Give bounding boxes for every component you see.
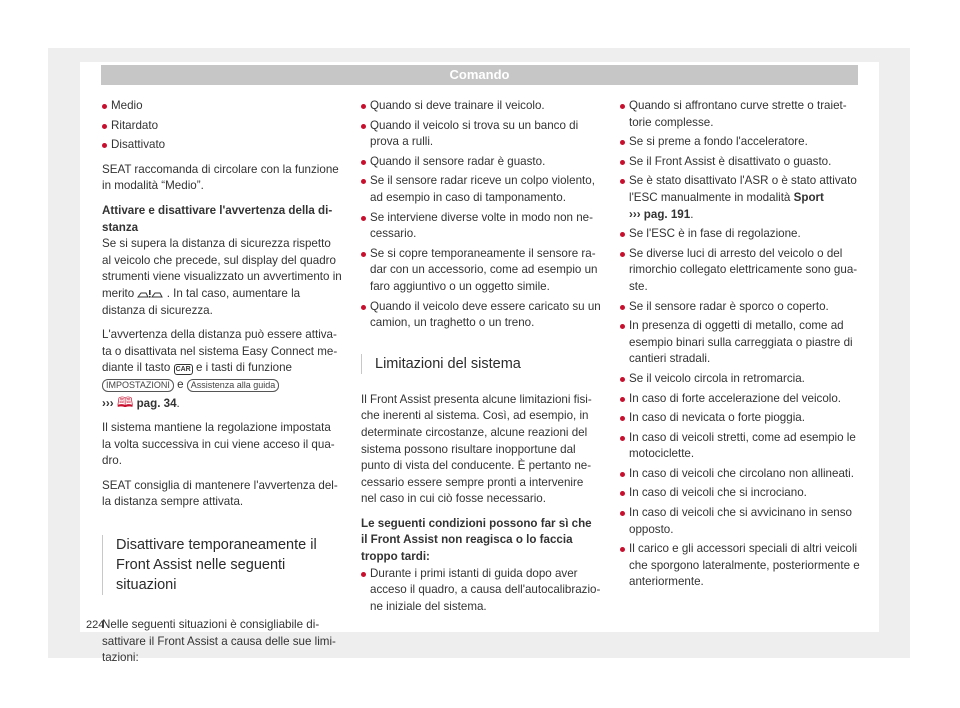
list-item: Se l'ESC è in fase di regolazione. xyxy=(620,226,860,243)
subheading-conditions: Le seguenti condizioni possono far sì che il Front Assist non reagisca o lo faccia troppo tardi: xyxy=(361,516,592,564)
text: . xyxy=(176,396,180,410)
text: e i tasti di funzione xyxy=(195,361,292,375)
list-item: Se il veicolo circola in retromarcia. xyxy=(620,371,860,388)
list-item: Se il sensore radar è sporco o coperto. xyxy=(620,299,860,316)
list-item: Se il sensore radar riceve un colpo violento, ad esempio in caso di tamponamento. xyxy=(361,173,601,206)
list-item: In caso di veicoli che si avvicinano in senso opposto. xyxy=(620,505,860,538)
list-item: Quando il veicolo si trova su un banco di prova a rulli. xyxy=(361,118,601,151)
subheading-distance-warning: Attivare e disattivare l'avvertenza della distanza xyxy=(102,203,333,234)
list-item: Ritardato xyxy=(102,118,342,135)
list-item: In caso di veicoli stretti, come ad esempio le motociclette. xyxy=(620,430,860,463)
list-item: In caso di veicoli che circolano non allineati. xyxy=(620,466,860,483)
paragraph xyxy=(102,327,342,412)
text: e xyxy=(177,377,184,391)
list-item: In caso di veicoli che si incrociano. xyxy=(620,485,860,502)
page-reference-link[interactable]: pag. 34 xyxy=(136,396,177,410)
list-item: Se diverse luci di arresto del veicolo o del rimorchio collegato elettricamente sono guaste. xyxy=(620,246,860,296)
paragraph: Nelle seguenti situazioni è consigliabile disattivare il Front Assist a causa delle sue limitazioni: xyxy=(102,618,336,665)
paragraph: SEAT consiglia di mantenere l'avvertenza della distanza sempre attivata. xyxy=(102,478,338,509)
car-key-button: CAR xyxy=(175,366,191,374)
list-item: Durante i primi istanti di guida dopo aver acceso il quadro, a causa dell'autocalibrazione iniziale del sistema. xyxy=(361,566,601,616)
section-heading-limitations: Limitazioni del sistema xyxy=(361,354,601,374)
list-item: Quando il sensore radar è guasto. xyxy=(361,154,601,171)
text: Se si supera la distanza di sicurezza rispetto al veicolo che precede, sul display del quadro strumenti viene visualizzato un avvertimento in merito xyxy=(102,237,342,300)
list-item: Quando si deve trainare il veicolo. xyxy=(361,98,601,115)
list-item: Quando si affrontano curve strette o traiettorie complesse. xyxy=(620,98,860,131)
paragraph: SEAT raccomanda di circolare con la funzione in modalità “Medio”. xyxy=(102,162,339,193)
list-item: Se il Front Assist è disattivato o guasto. xyxy=(620,154,860,171)
page-title: Comando xyxy=(449,67,510,82)
list-item: Se si copre temporaneamente il sensore radar con un accessorio, come ad esempio un faro aggiuntivo o un oggetto simile. xyxy=(361,246,601,296)
paragraph: Il Front Assist presenta alcune limitazioni fisiche inerenti al sistema. Così, ad esempio, in determinate circostanze, alcune reazioni del sistema possono risultare inopportune dal punto di vista del conducente. È pertanto necessario essere sempre pronti a intervenire nel caso in cui ciò fosse necessario. xyxy=(361,392,592,506)
page-number: 224 xyxy=(86,619,105,631)
text: . xyxy=(690,207,694,221)
column-1 xyxy=(102,98,342,667)
list-item: In presenza di oggetti di metallo, come ad esempio binari sulla carreggiata o piastre di cantieri stradali. xyxy=(620,318,860,368)
header-bar xyxy=(101,65,858,85)
list-item: Il carico e gli accessori speciali di altri veicoli che sporgono lateralmente, posteriormente e anteriormente. xyxy=(620,541,860,591)
settings-function-key: IMPOSTAZIONI xyxy=(102,379,174,392)
page-reference-link[interactable]: ››› pag. 191 xyxy=(629,207,691,221)
section-heading-deactivate: Disattivare temporaneamente il Front Assist nelle seguenti situazioni xyxy=(102,535,342,595)
list-item: Se si preme a fondo l'acceleratore. xyxy=(620,134,860,151)
list-item: Medio xyxy=(102,98,342,115)
paragraph xyxy=(102,236,342,319)
list-item: Se interviene diverse volte in modo non necessario. xyxy=(361,210,601,243)
list-item xyxy=(620,173,860,223)
text: Se è stato disattivato l'ASR o è stato attivato l'ESC manualmente in modalità xyxy=(629,174,857,204)
list-item: In caso di nevicata o forte pioggia. xyxy=(620,410,860,427)
list-item: Quando il veicolo deve essere caricato su un camion, un traghetto o un treno. xyxy=(361,299,601,332)
text: L'avvertenza della distanza può essere attivata o disattivata nel sistema Easy Connect mediante il tasto xyxy=(102,328,338,375)
reference-arrows: ››› xyxy=(102,396,114,410)
sport-mode-label: Sport xyxy=(793,190,824,204)
list-item: In caso di forte accelerazione del veicolo. xyxy=(620,391,860,408)
column-2 xyxy=(361,98,601,618)
distance-warning-icon xyxy=(137,289,163,299)
paragraph: Il sistema mantiene la regolazione impostata la volta successiva in cui viene acceso il quadro. xyxy=(102,421,335,468)
text: . In tal caso, aumentare la distanza di sicurezza. xyxy=(102,286,301,317)
book-reference-icon: 🕮 xyxy=(116,393,134,410)
column-3 xyxy=(620,98,860,594)
driving-assistance-function-key: Assistenza alla guida xyxy=(187,379,280,392)
list-item: Disattivato xyxy=(102,137,342,154)
